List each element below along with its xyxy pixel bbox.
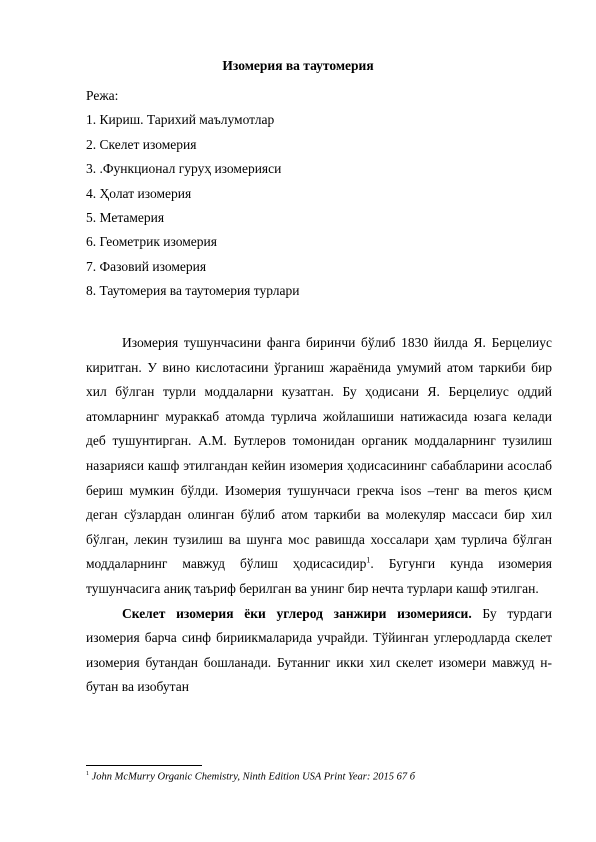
footnote-text: John McMurry Organic Chemistry, Ninth Edition USA Print Year: 2015 67 б	[89, 771, 416, 783]
plan-item: 6. Геометрик изомерия	[86, 234, 217, 250]
footnote	[86, 771, 415, 783]
intro-paragraph	[86, 331, 552, 602]
document-title: Изомерия ва таутомерия	[222, 58, 374, 73]
footnote-reference[interactable]: 1	[366, 555, 371, 565]
plan-item: 3. .Функционал гуруҳ изомерияси	[86, 161, 282, 177]
paragraph-text: . Бугунги кунда изомерия тушунчасига аниқ таъриф берилган ва унинг бир нечта турлари кашф этилган.	[86, 556, 552, 596]
body-text	[86, 331, 552, 700]
section-lead: Скелет изомерия ёки углерод занжири изомерияси.	[122, 605, 472, 621]
plan-item: 5. Метамерия	[86, 210, 165, 226]
plan-item: 7. Фазовий изомерия	[86, 258, 207, 274]
paragraph-text: Изомерия тушунчасини фанга биринчи бўлиб 1830 йилда Я. Берцелиус киритган. У вино кислотасини ўрганиш жараёнида умумий атом таркиби бир хил бўлган турли моддаларни кузатган. Бу ҳодисани Я. Берцелиус оддий атомларнинг мураккаб атомда турлича жойлашиши натижасида юзага келади деб тушунтирган. А.М. Бутлеров томонидан органик моддаларнинг тузилиш назарияси кашф этилгандан кейин изомерия ҳодисасининг сабабларини асослаб бериш мумкин бўлди. Изомерия тушунчаси грекча isos –тенг ва meros қисм деган сўзлардан олинган бўлиб атом таркиби ва молекуляр массаси бир хил бўлган, лекин тузилиш ва шунга мос равишда хоссалари ҳам турлича бўлган моддаларнинг мавжуд бўлиш ҳодисасидир	[86, 335, 552, 572]
skeleton-isomerism-paragraph	[86, 602, 552, 700]
plan-item: 8. Таутомерия ва таутомерия турлари	[86, 283, 300, 299]
plan-item: 2. Скелет изомерия	[86, 136, 197, 152]
plan-section	[86, 84, 300, 304]
plan-item: 4. Ҳолат изомерия	[86, 185, 192, 201]
footnote-separator	[86, 765, 202, 766]
plan-heading: Режа:	[86, 88, 119, 103]
paragraph-text: Бу турдаги изомерия барча синф бириикмаларида учрайди. Тўйинган углеродларда скелет изомерия бутандан бошланади. Бутанниг икки хил скелет изомери мавжуд н-бутан ва изобутан	[86, 605, 552, 695]
footnote-marker: 1	[86, 771, 89, 777]
plan-item: 1. Кириш. Тарихий маълумотлар	[86, 112, 275, 128]
